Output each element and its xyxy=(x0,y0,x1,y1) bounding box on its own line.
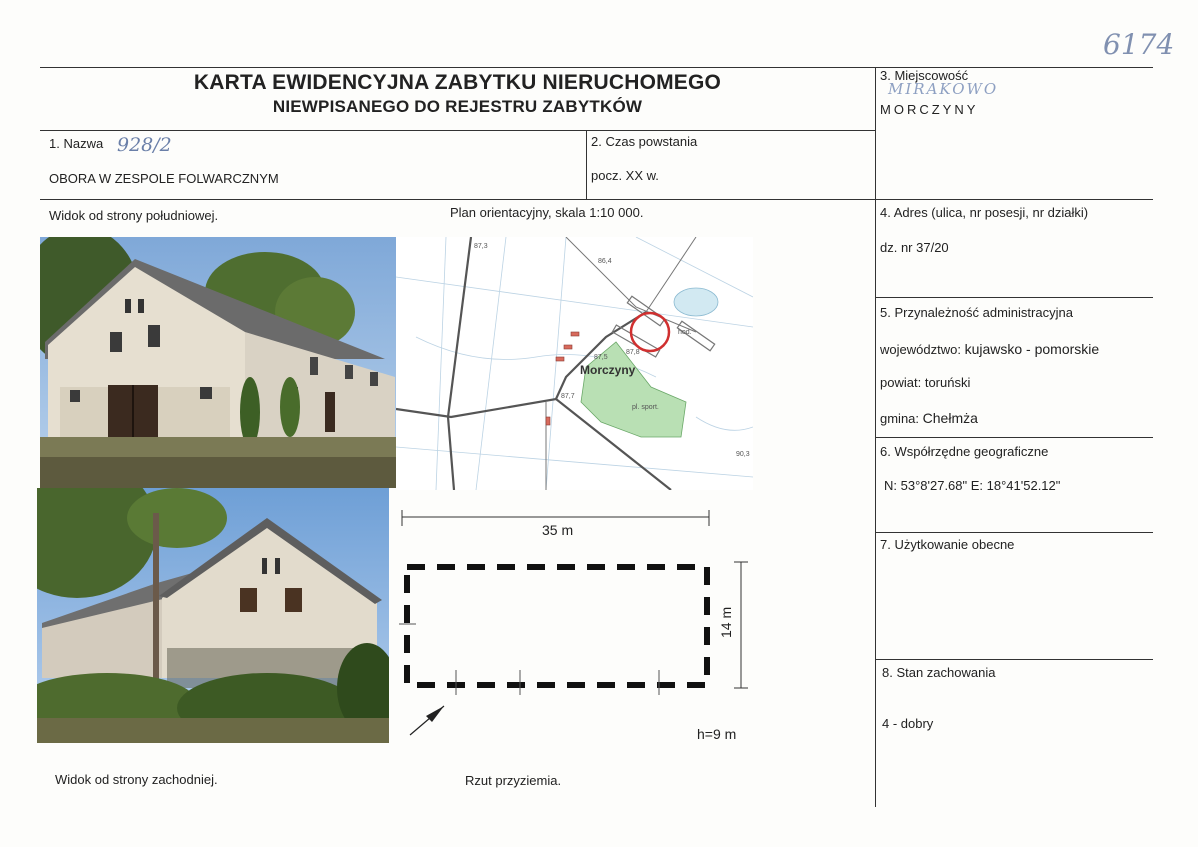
map-label-6: 87,7 xyxy=(561,393,575,400)
header-bottom-line xyxy=(40,130,875,131)
archive-number: 6174 xyxy=(1103,28,1175,61)
adres-value: dz. nr 37/20 xyxy=(880,240,949,255)
miejscowosc-handwritten: MIRAKOWO xyxy=(888,80,999,98)
row1-divider xyxy=(586,130,587,199)
caption-photo-bottom: Widok od strony zachodniej. xyxy=(55,772,218,787)
caption-map: Plan orientacyjny, skala 1:10 000. xyxy=(450,205,644,220)
stan-value: 4 - dobry xyxy=(882,716,934,731)
map-label-1: 87,3 xyxy=(474,243,488,250)
right-sep-1 xyxy=(875,297,1153,298)
map-place-label: Morczyny xyxy=(580,363,636,377)
map-label-3: hod. xyxy=(678,329,692,336)
right-sep-3 xyxy=(875,532,1153,533)
miejscowosc-value: MORCZYNY xyxy=(880,102,979,117)
frame-top-line xyxy=(40,67,1153,68)
wojewodztwo-label: województwo: xyxy=(880,342,961,357)
plan-height-label: h=9 m xyxy=(697,726,737,742)
uzytkowanie-label: 7. Użytkowanie obecne xyxy=(880,537,1015,552)
adres-label: 4. Adres (ulica, nr posesji, nr działki) xyxy=(880,205,1089,220)
ground-plan xyxy=(396,490,753,747)
powiat-row xyxy=(880,375,970,390)
map-label-5: 87,8 xyxy=(626,349,640,356)
nazwa-handwritten: 928/2 xyxy=(117,134,172,156)
right-sep-2 xyxy=(875,437,1153,438)
map-label-7: pl. sport. xyxy=(632,404,659,411)
photo-west-view xyxy=(37,488,389,743)
miejscowosc-label: 3. Miejscowość xyxy=(880,68,969,83)
map-label-2: 86,4 xyxy=(598,258,612,265)
caption-plan: Rzut przyziemia. xyxy=(465,773,562,788)
right-sep-4 xyxy=(875,659,1153,660)
nazwa-value: OBORA W ZESPOLE FOLWARCZNYM xyxy=(49,171,279,186)
przynaleznosc-label: 5. Przynależność administracyjna xyxy=(880,305,1073,320)
page-subtitle: NIEWPISANEGO DO REJESTRU ZABYTKÓW xyxy=(272,97,643,116)
row1-bottom-line xyxy=(40,199,1153,200)
stan-label: 8. Stan zachowania xyxy=(882,665,996,680)
czas-value: pocz. XX w. xyxy=(591,168,659,183)
plan-width-label: 35 m xyxy=(542,522,574,538)
powiat-value: toruński xyxy=(924,375,971,390)
wspolrzedne-label: 6. Współrzędne geograficzne xyxy=(880,444,1049,459)
wspolrzedne-value: N: 53°8'27.68" E: 18°41'52.12" xyxy=(884,478,1061,493)
gmina-row xyxy=(880,410,978,426)
nazwa-label: 1. Nazwa xyxy=(49,136,104,151)
caption-photo-top: Widok od strony południowej. xyxy=(49,208,219,223)
powiat-label: powiat: xyxy=(880,375,922,390)
gmina-value: Chełmża xyxy=(922,410,978,426)
plan-depth-label: 14 m xyxy=(718,606,734,638)
czas-label: 2. Czas powstania xyxy=(591,134,698,149)
map-label-8: 90,3 xyxy=(736,451,750,458)
map-label-4: 87,5 xyxy=(594,354,608,361)
gmina-label: gmina: xyxy=(880,411,920,426)
orientation-map xyxy=(396,237,753,490)
page-title: KARTA EWIDENCYJNA ZABYTKU NIERUCHOMEGO xyxy=(193,71,722,94)
photo-south-view xyxy=(40,237,396,488)
wojewodztwo-row xyxy=(880,341,1099,357)
wojewodztwo-value: kujawsko - pomorskie xyxy=(964,341,1100,357)
